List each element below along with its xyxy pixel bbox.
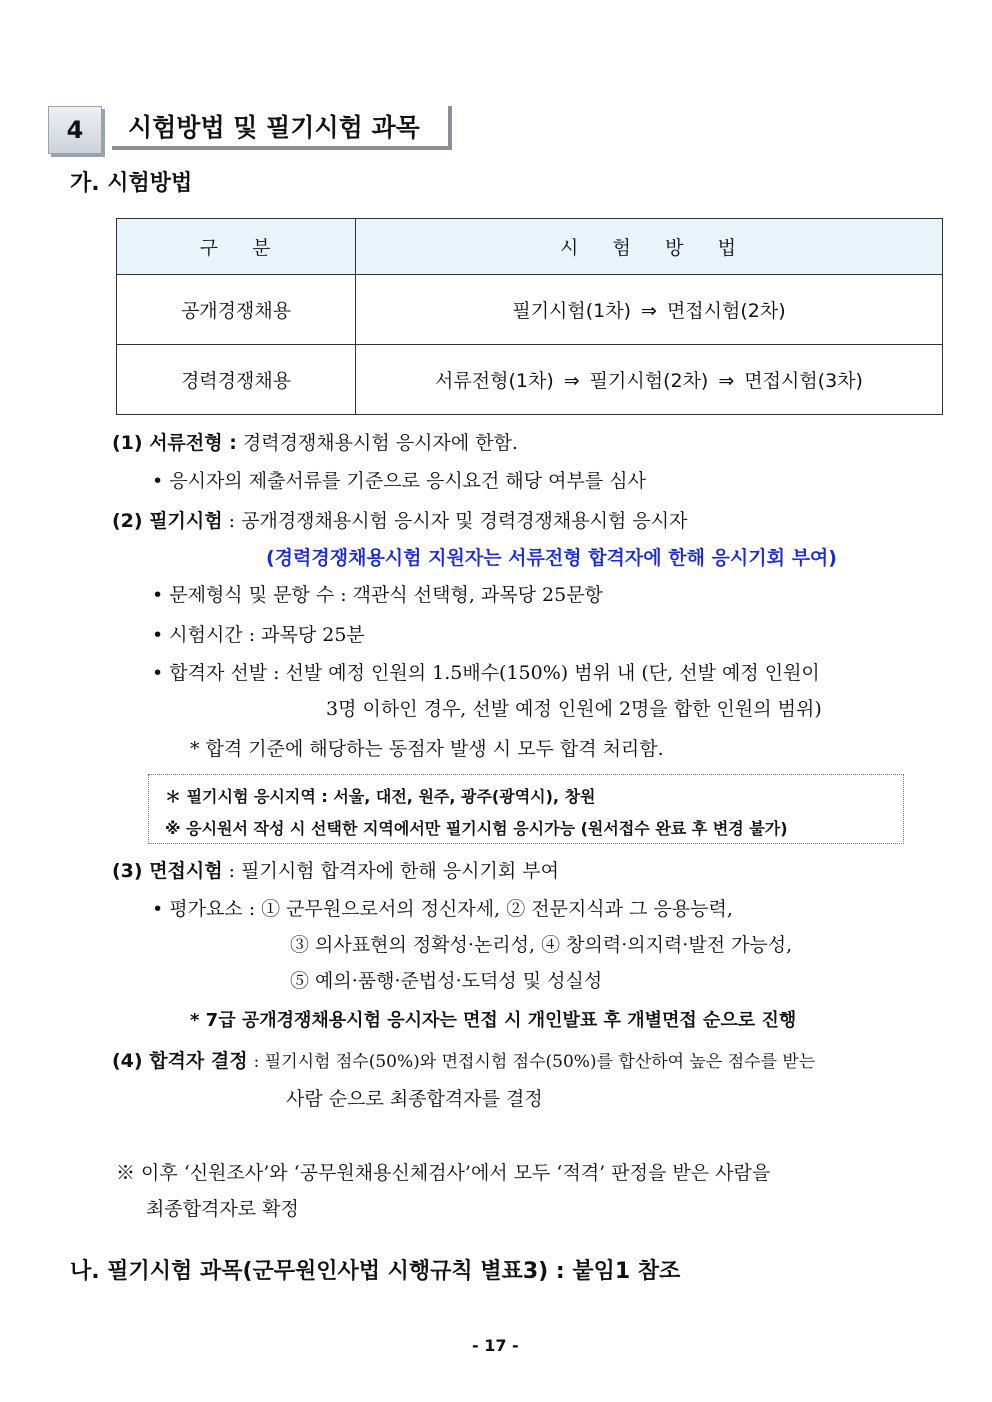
exam-region-notice-box (148, 774, 904, 844)
arrow-icon: ⇒ (563, 370, 580, 392)
bullet-text-continued: 3명 이하인 경우, 선발 예정 인원에 2명을 합한 인원의 범위) (326, 698, 822, 720)
step: 면접시험(2차) (666, 300, 786, 322)
item-text: 경력경쟁채용시험 응시자에 한함. (242, 432, 518, 454)
arrow-icon: ⇒ (641, 300, 657, 322)
footnote-interview: * 7급 공개경쟁채용시험 응시자는 면접 시 개인발표 후 개별면접 순으로 진행 (190, 1010, 797, 1031)
table-row (117, 345, 943, 415)
table-row (117, 275, 943, 345)
item-label: (3) 면접시험 (112, 860, 223, 882)
item-final-decision (112, 1046, 815, 1073)
item-text-continued: 사람 순으로 최종합격자를 결정 (286, 1088, 543, 1110)
step: 필기시험(1차) (512, 300, 632, 322)
page-number: - 17 - (472, 1336, 519, 1355)
step: 면접시험(3차) (744, 370, 863, 392)
item-text: : 공개경쟁채용시험 응시자 및 경력경쟁채용시험 응시자 (228, 510, 688, 532)
step: 서류전형(1차) (435, 370, 554, 392)
bullet-text-continued: ③ 의사표현의 정확성·논리성, ④ 창의력·의지력·발전 가능성, (290, 934, 793, 956)
section-number: 4 (48, 106, 102, 154)
reference-note-continued: 최종합격자로 확정 (146, 1198, 299, 1220)
item-label: (4) 합격자 결정 (112, 1050, 248, 1072)
item-text: : 필기시험 점수(50%)와 면접시험 점수(50%)를 합산하여 높은 점수를 받는 (253, 1052, 816, 1072)
row-method (356, 275, 943, 345)
bullet-text: • 시험시간 : 과목당 25분 (152, 624, 365, 646)
bullet-text: • 합격자 선발 : 선발 예정 인원의 1.5배수(150%) 범위 내 (단, 선발 예정 인원이 (152, 662, 820, 684)
notice-line: ※ 응시원서 작성 시 선택한 지역에서만 필기시험 응시가능 (원서접수 완료 후 변경 불가) (165, 819, 788, 838)
row-method (356, 345, 943, 415)
item-text: : 필기시험 합격자에 한해 응시기회 부여 (228, 860, 559, 882)
bullet-text: • 문제형식 및 문항 수 : 객관식 선택형, 과목당 25문항 (152, 584, 603, 606)
exam-method-table (116, 218, 943, 415)
footnote: * 합격 기준에 해당하는 동점자 발생 시 모두 합격 처리함. (190, 738, 664, 760)
section-title: 시험방법 및 필기시험 과목 (112, 106, 452, 150)
item-document-screening (112, 428, 518, 455)
row-category: 공개경쟁채용 (117, 275, 356, 345)
table-header-row (117, 219, 943, 275)
arrow-icon: ⇒ (718, 370, 735, 392)
bullet-text: • 응시자의 제출서류를 기준으로 응시요건 해당 여부를 심사 (152, 470, 646, 492)
item-interview (112, 856, 559, 883)
reference-note: ※ 이후 ‘신원조사’와 ‘공무원채용신체검사’에서 모두 ‘적격’ 판정을 받은 사람을 (116, 1162, 771, 1184)
item-label: (2) 필기시험 (112, 510, 223, 532)
row-category: 경력경쟁채용 (117, 345, 356, 415)
step: 필기시험(2차) (589, 370, 709, 392)
notice-line: ＊ 필기시험 응시지역 : 서울, 대전, 원주, 광주(광역시), 창원 (165, 787, 596, 806)
item-label: (1) 서류전형 : (112, 432, 237, 454)
table-header-category: 구 분 (117, 219, 356, 275)
subsection-title-na: 나. 필기시험 과목(군무원인사법 시행규칙 별표3) : 붙임1 참조 (70, 1259, 681, 1284)
subsection-title-ga: 가. 시험방법 (70, 171, 193, 196)
item-written-exam (112, 506, 687, 533)
highlight-note: (경력경쟁채용시험 지원자는 서류전형 합격자에 한해 응시기회 부여) (266, 547, 837, 569)
bullet-text-continued: ⑤ 예의·품행·준법성·도덕성 및 성실성 (290, 970, 603, 992)
bullet-text: • 평가요소 : ① 군무원으로서의 정신자세, ② 전문지식과 그 응용능력, (152, 898, 733, 920)
table-header-method: 시 험 방 법 (356, 219, 943, 275)
